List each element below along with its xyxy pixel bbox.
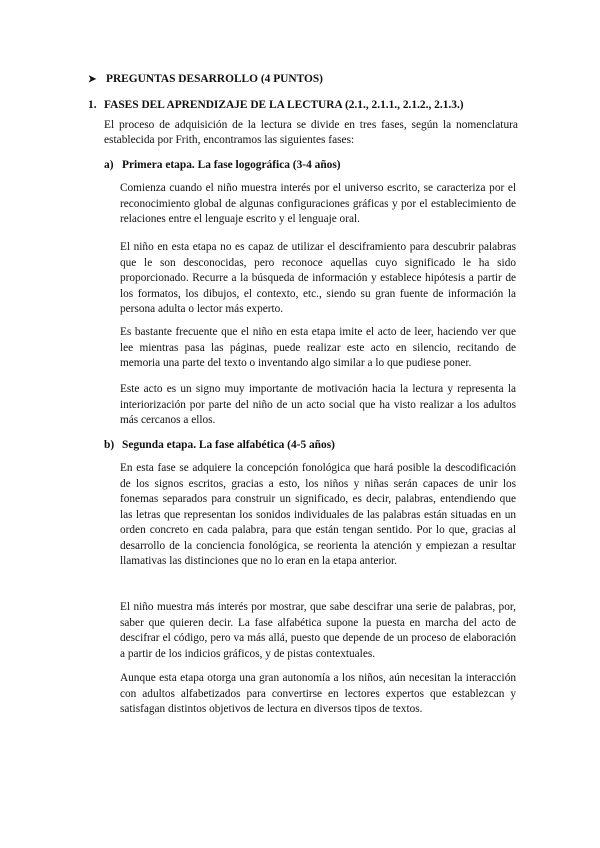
section-intro: El proceso de adquisición de la lectura se divide en tres fases, según la nomenclatura establecida por Frith, encontramos las siguientes fases: bbox=[104, 119, 518, 147]
stage-b-paragraph: En esta fase se adquiere la concepción fonológica que hará posible la descodificación de los signos escritos, gracias a esto, los niños y niñas serán capaces de unir los fonemas separados para construir un significado, es decir, palabras, entendiendo que las letras que representan los sonidos individuales de las palabras están situadas en un orden concreto en cada palabra, para que están tengan sentido. Por lo que, gracias al desarrollo de la conciencia fonológica, se reorienta la atención y empiezan a resultar llamativas las distinciones que no lo eran en la etapa anterior. bbox=[120, 462, 516, 567]
stage-a-paragraph: El niño en esta etapa no es capaz de utilizar el desciframiento para descubrir palabras que le son desconocidas, pero reconoce aquellas cuyo significado le ha sido proporcionado. Recurre a la búsqueda de información y establece hipótesis a partir de los formatos, los dibujos, el contexto, etc., siendo su gran fuente de información la persona adulta o lector más experto. bbox=[120, 241, 516, 315]
section-number: 1. bbox=[88, 99, 97, 111]
stage-a-paragraph: Comienza cuando el niño muestra interés por el universo escrito, se caracteriza por el reconocimiento global de algunas configuraciones gráficas y por el establecimiento de relaciones entre el lenguaje escrito y el lenguaje oral. bbox=[120, 182, 516, 225]
stage-b-title-text: Segunda etapa. La fase alfabética (4-5 años) bbox=[122, 439, 335, 451]
stage-a-label: a) bbox=[104, 159, 114, 171]
stage-a-title bbox=[104, 158, 341, 173]
stage-b-paragraph: El niño muestra más interés por mostrar, que sabe descifrar una serie de palabras, por, saber que quieren decir. La fase alfabética supone la puesta en marcha del acto de descifrar el código, pero va más allá, puesto que depende de un proceso de elaboración a partir de los indicios gráficos, y de pistas contextuales. bbox=[120, 601, 516, 660]
section-title bbox=[88, 98, 464, 113]
stage-b-label: b) bbox=[104, 439, 115, 451]
stage-a-paragraph: Es bastante frecuente que el niño en esta etapa imite el acto de leer, haciendo ver que lee mientras pasa las páginas, puede realizar este acto en silencio, recitando de memoria una parte del texto o inventando algo similar a lo que pudiese poner. bbox=[120, 326, 516, 369]
stage-b-paragraph: Aunque esta etapa otorga una gran autonomía a los niños, aún necesitan la interacción con adultos alfabetizados para convertirse en lectores expertos que establezcan y satisfagan distintos objetivos de lectura en diversos tipos de textos. bbox=[120, 672, 516, 715]
stage-a-title-text: Primera etapa. La fase logográfica (3-4 años) bbox=[122, 159, 341, 171]
main-heading-text: PREGUNTAS DESARROLLO (4 PUNTOS) bbox=[106, 73, 323, 85]
section-title-text: FASES DEL APRENDIZAJE DE LA LECTURA (2.1., 2.1.1., 2.1.2., 2.1.3.) bbox=[104, 99, 464, 111]
stage-a-paragraph: Este acto es un signo muy importante de motivación hacia la lectura y representa la interiorización por parte del niño de un acto social que ha visto realizar a los adultos más cercanos a ellos. bbox=[120, 383, 516, 426]
stage-b-title bbox=[104, 438, 335, 453]
arrow-bullet-icon: ➤ bbox=[88, 74, 97, 85]
main-heading bbox=[88, 72, 323, 87]
